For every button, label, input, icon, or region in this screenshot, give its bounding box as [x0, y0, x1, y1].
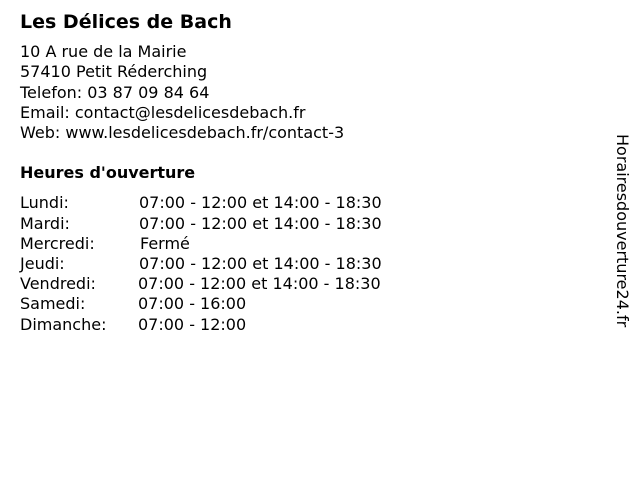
address-block	[20, 42, 600, 143]
day-label: Mercredi:	[20, 233, 95, 253]
time-value: 07:00 - 12:00 et 14:00 - 18:30	[138, 274, 381, 294]
web-line: Web: www.lesdelicesdebach.fr/contact-3	[20, 123, 345, 143]
hours-row-jeudi	[20, 254, 600, 274]
opening-hours-heading: Heures d'ouverture	[20, 163, 196, 183]
day-label: Mardi:	[20, 213, 70, 233]
hours-row-dimanche	[20, 315, 600, 335]
day-label: Jeudi:	[20, 254, 65, 274]
hours-row-lundi	[20, 193, 600, 213]
time-value: Fermé	[140, 233, 190, 253]
hours-row-samedi	[20, 294, 600, 314]
day-label: Dimanche:	[20, 314, 107, 334]
hours-row-mardi	[20, 214, 600, 234]
hours-row-vendredi	[20, 274, 600, 294]
time-value: 07:00 - 12:00	[138, 314, 247, 334]
time-value: 07:00 - 12:00 et 14:00 - 18:30	[139, 193, 382, 213]
business-card	[20, 10, 600, 335]
email-line: Email: contact@lesdelicesdebach.fr	[20, 102, 306, 122]
opening-hours-list	[20, 193, 600, 334]
city-address: 57410 Petit Réderching	[20, 62, 208, 82]
day-label: Vendredi:	[20, 274, 96, 294]
time-value: 07:00 - 16:00	[138, 294, 247, 314]
time-value: 07:00 - 12:00 et 14:00 - 18:30	[139, 254, 382, 274]
time-value: 07:00 - 12:00 et 14:00 - 18:30	[139, 213, 382, 233]
business-name: Les Délices de Bach	[20, 11, 232, 33]
phone-line: Telefon: 03 87 09 84 64	[20, 82, 210, 102]
day-label: Samedi:	[20, 294, 86, 314]
hours-row-mercredi	[20, 234, 600, 254]
day-label: Lundi:	[20, 193, 69, 213]
street-address: 10 A rue de la Mairie	[20, 42, 187, 61]
site-credit: Horairesdouverture24.fr	[613, 134, 632, 328]
